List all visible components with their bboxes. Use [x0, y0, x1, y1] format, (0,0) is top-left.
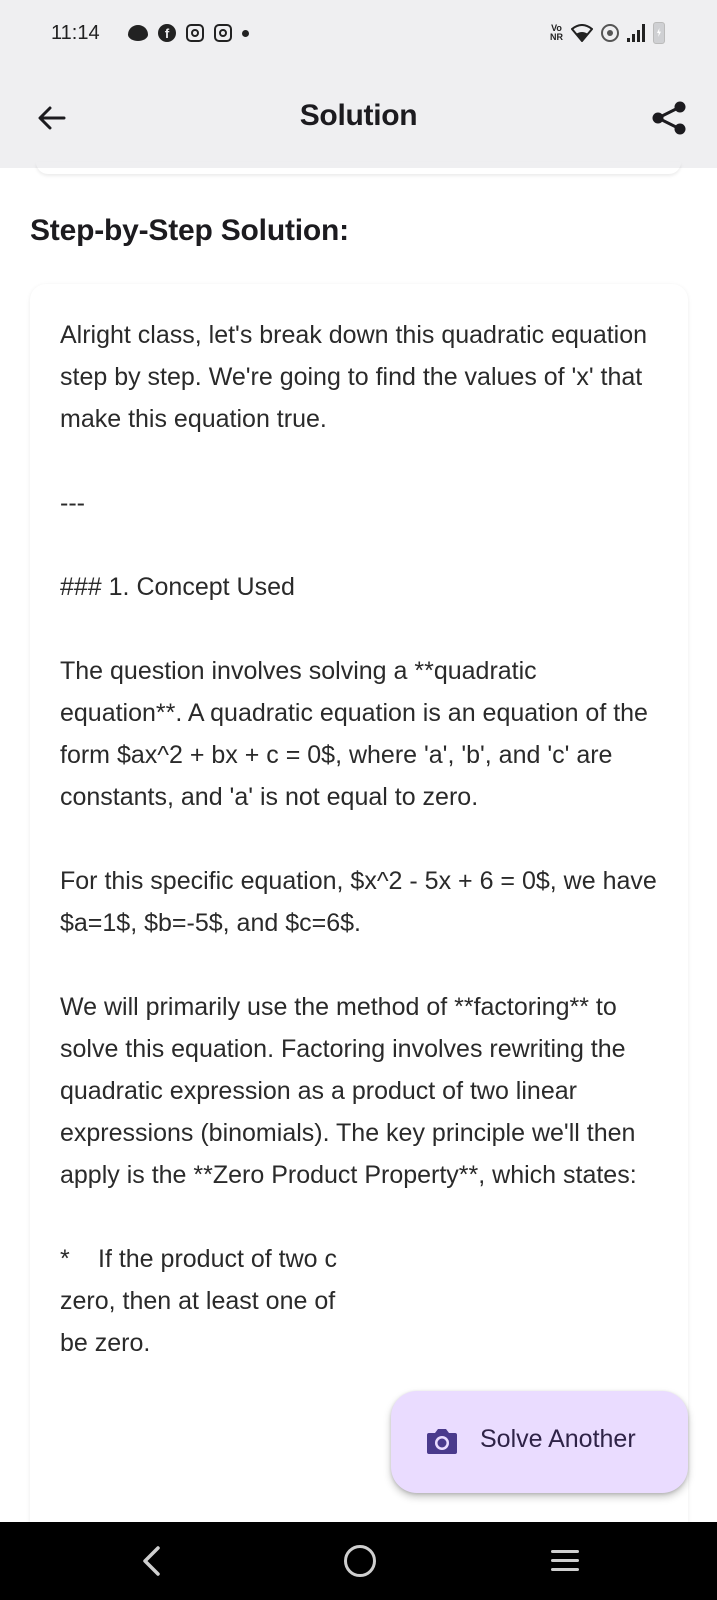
paragraph-divider: ---	[60, 489, 85, 517]
battery-charging-icon	[653, 22, 665, 44]
section-heading: Step-by-Step Solution:	[30, 214, 349, 247]
paragraph-concept: The question involves solving a **quadratic equation**. A quadratic equation is an equation of the form $ax^2 + bx + c = 0$, where 'a', 'b', and 'c' are constants, and 'a' is not equal to zero.	[60, 657, 648, 811]
bullet-text: If the product of two c	[98, 1245, 338, 1273]
paragraph-factoring: We will primarily use the method of **factoring** to solve this equation. Factoring involves rewriting the quadratic expression as a product of two linear expressions (binomials). The key principle we'll then apply is the **Zero Product Property**, which states:	[60, 993, 637, 1189]
instagram-icon	[214, 24, 232, 42]
bullet-mark: *	[60, 1245, 70, 1273]
bullet-text-line3: be zero.	[60, 1329, 151, 1357]
nav-back-icon[interactable]	[136, 1544, 168, 1578]
list-item	[60, 1238, 660, 1280]
paragraph-intro: Alright class, let's break down this quadratic equation step by step. We're going to find the values of 'x' that make this equation true.	[60, 321, 648, 433]
solve-another-button[interactable]	[391, 1391, 688, 1493]
paragraph-coefficients: For this specific equation, $x^2 - 5x + 6 = 0$, we have $a=1$, $b=-5$, and $c=6$.	[60, 867, 657, 937]
previous-card-edge	[36, 162, 681, 174]
share-icon[interactable]	[649, 98, 689, 138]
chat-bubble-icon	[128, 25, 148, 41]
nav-recents-icon[interactable]	[551, 1548, 579, 1574]
bullet-text-line2: zero, then at least one of	[60, 1287, 336, 1315]
solve-another-label: Solve Another	[480, 1425, 636, 1453]
status-system-icons	[550, 22, 665, 44]
notification-dot-icon	[242, 30, 249, 37]
status-time: 11:14	[51, 22, 100, 44]
app-bar	[0, 68, 717, 168]
paragraph-concept-heading: ### 1. Concept Used	[60, 573, 295, 601]
signal-icon	[627, 24, 645, 42]
page-title: Solution	[299, 99, 418, 132]
wifi-icon	[571, 24, 593, 42]
solution-text	[60, 314, 660, 1364]
nav-home-icon[interactable]	[344, 1545, 376, 1577]
status-notification-icons	[128, 24, 249, 42]
status-bar	[0, 0, 717, 68]
volte-icon: Vo NR	[550, 23, 563, 42]
system-nav-bar	[0, 1522, 717, 1600]
camera-icon	[426, 1427, 458, 1455]
hotspot-icon	[601, 24, 619, 42]
instagram-icon	[186, 24, 204, 42]
facebook-icon: f	[158, 24, 176, 42]
